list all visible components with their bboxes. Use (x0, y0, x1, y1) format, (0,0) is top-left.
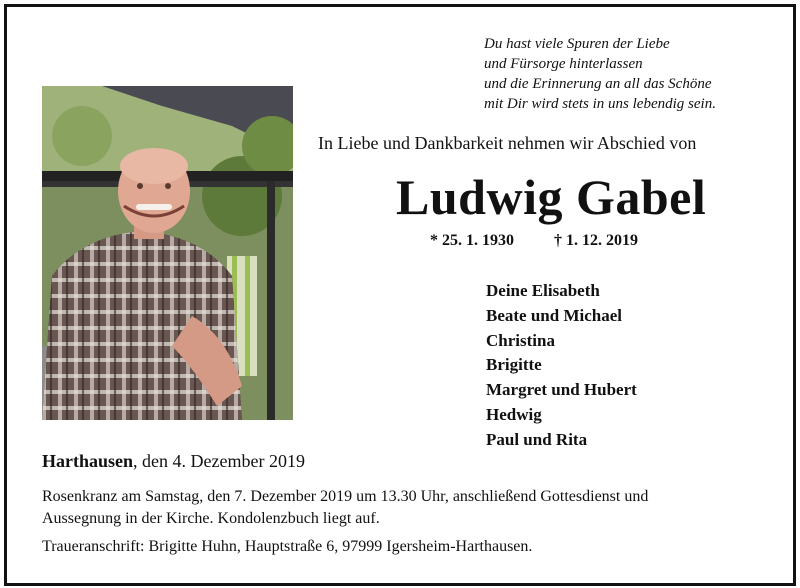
memorial-verse (484, 34, 784, 114)
verse-line: und Fürsorge hinterlassen (484, 56, 643, 72)
mourning-address: Traueranschrift: Brigitte Huhn, Hauptstraße 6, 97999 Igersheim-Harthausen. (42, 538, 533, 555)
mourner-entry: Beate und Michael (486, 305, 622, 325)
notice-date: , den 4. Dezember 2019 (133, 451, 305, 471)
mourner-entry: Hedwig (486, 404, 542, 424)
verse-line: Du hast viele Spuren der Liebe (484, 36, 670, 52)
farewell-intro: In Liebe und Dankbarkeit nehmen wir Abschied von (318, 133, 697, 153)
death-date: † 1. 12. 2019 (554, 232, 638, 249)
mourner-entry: Paul und Rita (486, 429, 588, 449)
service-line: Aussegnung in der Kirche. Kondolenzbuch liegt auf. (42, 510, 380, 527)
mourner-entry: Deine Elisabeth (486, 281, 600, 300)
portrait-illustration (42, 86, 293, 420)
verse-line: und die Erinnerung an all das Schöne (484, 76, 712, 92)
verse-line: mit Dir wird stets in uns lebendig sein. (484, 96, 716, 112)
service-info (42, 486, 782, 558)
deceased-name: Ludwig Gabel (396, 169, 707, 225)
town-name: Harthausen (42, 451, 134, 471)
life-dates (430, 232, 638, 250)
mourner-entry: Brigitte (486, 355, 542, 375)
service-line: Rosenkranz am Samstag, den 7. Dezember 2019 um 13.30 Uhr, anschließend Gottesdienst und (42, 488, 649, 505)
portrait-photo (42, 86, 293, 420)
place-and-date (42, 451, 305, 472)
mourner-entry: Margret und Hubert (486, 380, 637, 400)
mourner-entry: Christina (486, 330, 555, 350)
mourners-list (486, 279, 637, 453)
birth-date: * 25. 1. 1930 (430, 232, 514, 249)
